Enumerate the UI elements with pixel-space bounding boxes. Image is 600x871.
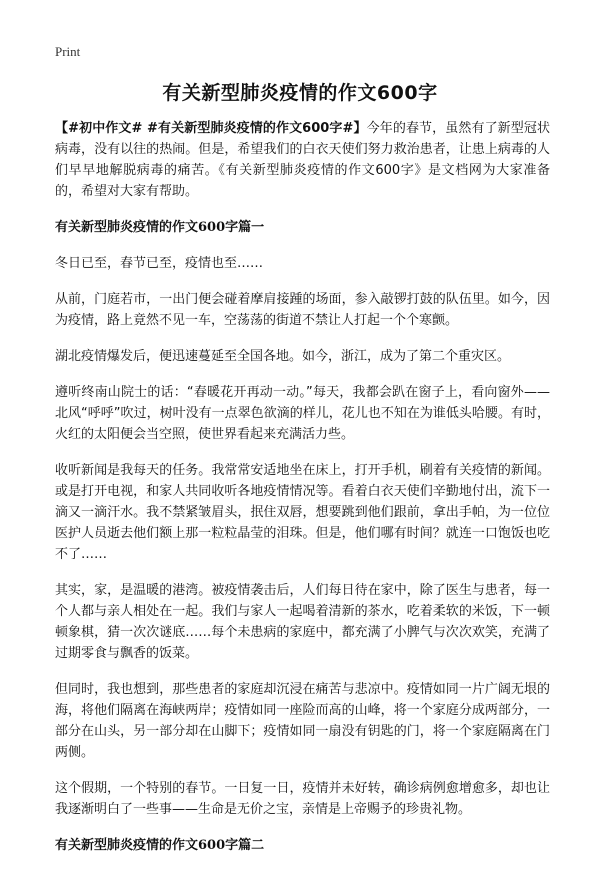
article-body [55,118,550,871]
paragraph: 这个假期，一个特别的春节。一日复一日，疫情并未好转，确诊病例愈增愈多，却也让我逐渐明白了一些事——生命是无价之宝，亲情是上帝赐予的珍贵礼物。 [55,781,550,817]
paragraph: 但同时，我也想到，那些患者的家庭却沉浸在痛苦与悲凉中。疫情如同一片广阔无垠的海，将他们隔离在海峡两岸；疫情如同一座险而高的山峰，将一个家庭分成两部分，一部分在山头，另一部分却在山脚下；疫情如同一扇没有钥匙的门，将一个家庭隔离在门两侧。 [55,682,550,760]
paragraph: 其实，家，是温暖的港湾。被疫情袭击后，人们每日待在家中，除了医生与患者，每一个人都与亲人相处在一起。我们与家人一起喝着清新的茶水，吃着柔软的米饭，下一顿顿象棋，猜一次次谜底……每个未患病的家庭中，都充满了小脾气与次次欢笑，充满了过期零食与飘香的饭菜。 [55,583,550,661]
intro-text: 今年的春节，虽然有了新型冠状病毒，没有以往的热闹。但是，希望我们的白衣天使们努力救治患者，让患上病毒的人们早早地解脱病毒的痛苦。《有关新型肺炎疫情的作文600字》是文档网为大家准备的，希望对大家有帮助。 [55,121,550,199]
paragraph: 收听新闻是我每天的任务。我常常安适地坐在床上，打开手机，刷着有关疫情的新闻。或是打开电视，和家人共同收听各地疫情情况等。看着白衣天使们辛勤地付出，流下一滴又一滴汗水。我不禁紧皱眉头，抿住双唇，想要跳到他们跟前，拿出手帕，为一位位医护人员逝去他们额上那一粒粒晶莹的泪珠。但是，他们哪有时间？就连一口饱饭也吃不了…… [55,463,550,562]
print-link[interactable]: Print [55,44,81,59]
intro-tag: 【#初中作文# #有关新型肺炎疫情的作文600字#】 [55,121,367,136]
paragraph: 冬日已至，春节已至，疫情也至…… [55,256,264,271]
paragraph: 遵听终南山院士的话：“春暖花开再动一动。”每天，我都会趴在窗子上，看向窗外——北风“呼呼”吹过，树叶没有一点翠色欲滴的样儿，花儿也不知在为谁低头哈腰。有时，火红的太阳便会当空照，使世界看起来充满活力些。 [55,385,550,442]
paragraph: 从前，门庭若市，一出门便会碰着摩肩接踵的场面，参入敲锣打鼓的队伍里。如今，因为疫情，路上竟然不见一车，空荡荡的街道不禁让人打起一个个寒颤。 [55,292,550,328]
section-heading-1: 有关新型肺炎疫情的作文600字篇一 [55,220,265,235]
page-title: 有关新型肺炎疫情的作文600字 [162,82,438,104]
section-heading-2: 有关新型肺炎疫情的作文600字篇二 [55,838,265,853]
paragraph: 湖北疫情爆发后，便迅速蔓延至全国各地。如今，浙江，成为了第二个重灾区。 [55,349,511,364]
intro-paragraph [55,118,550,202]
